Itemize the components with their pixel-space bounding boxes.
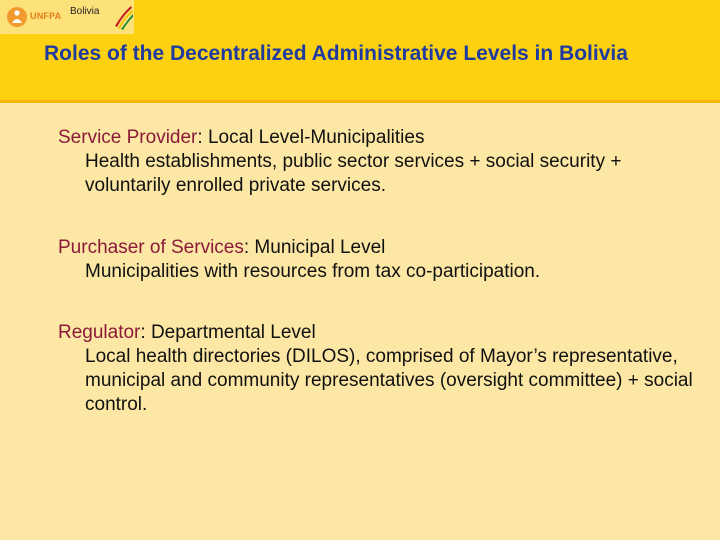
role-separator: : xyxy=(243,237,255,258)
role-heading xyxy=(58,321,698,345)
unfpa-logo-icon xyxy=(6,6,28,28)
flag-swoosh-icon xyxy=(112,4,134,30)
role-name: Regulator xyxy=(58,322,141,343)
country-label: Bolivia xyxy=(70,6,100,17)
role-level: Local Level-Municipalities xyxy=(207,127,425,148)
logo-area xyxy=(0,0,134,34)
role-regulator xyxy=(58,321,698,417)
slide-title: Roles of the Decentralized Administrative Levels in Bolivia xyxy=(44,42,628,65)
role-name: Service Provider xyxy=(58,127,198,148)
roles-list xyxy=(58,126,698,455)
role-heading xyxy=(58,126,698,150)
role-service-provider xyxy=(58,126,698,198)
role-description: Local health directories (DILOS), comprised of Mayor’s representative, municipal and community representatives (oversight committee) + social control. xyxy=(85,346,693,415)
role-level: Departmental Level xyxy=(150,322,316,343)
unfpa-logo-text: UNFPA xyxy=(30,11,62,21)
role-heading xyxy=(58,236,698,260)
role-name: Purchaser of Services xyxy=(58,237,244,258)
role-separator: : xyxy=(140,322,151,343)
role-separator: : xyxy=(197,127,208,148)
header-divider xyxy=(0,100,720,103)
role-purchaser-of-services xyxy=(58,236,698,284)
role-level: Municipal Level xyxy=(254,237,386,258)
role-description: Municipalities with resources from tax co-participation. xyxy=(85,261,541,282)
role-description: Health establishments, public sector services + social security + voluntarily enrolled private services. xyxy=(85,151,622,196)
